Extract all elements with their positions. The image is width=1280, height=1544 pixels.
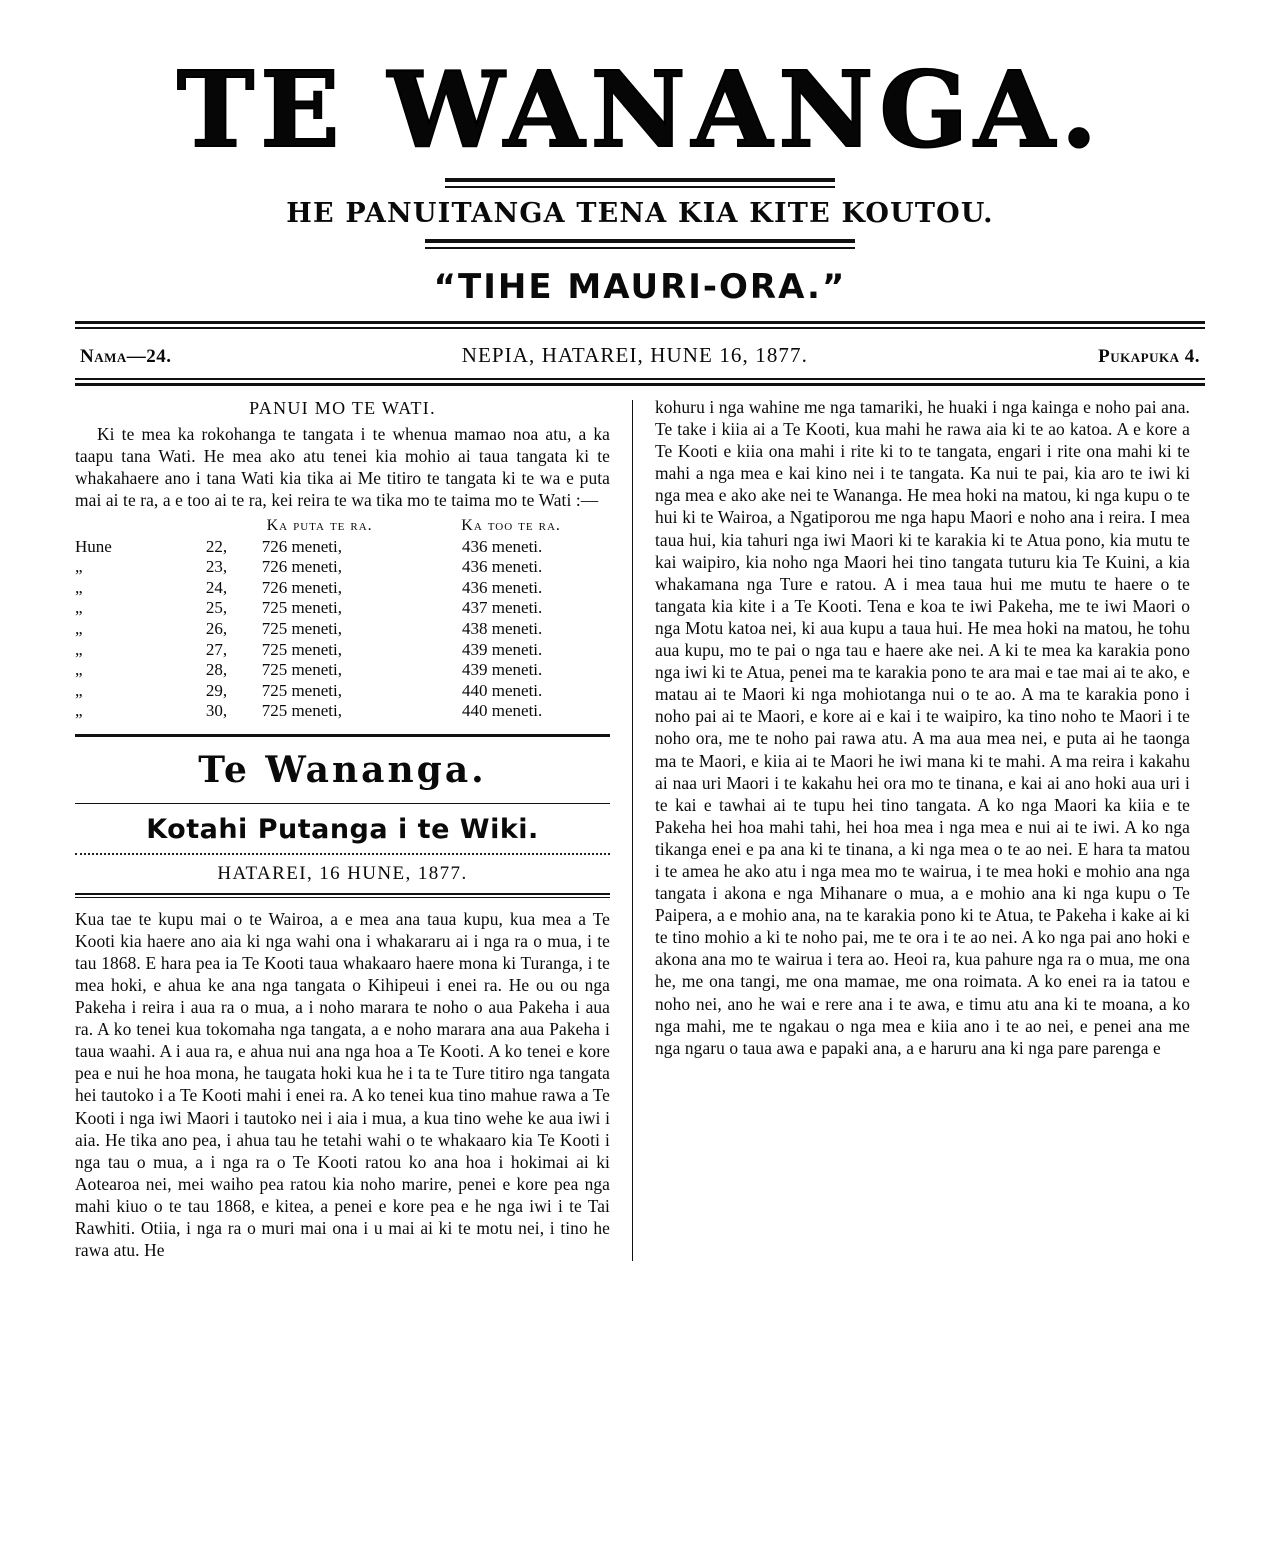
cell-month: Hune xyxy=(75,536,112,556)
cell-day: 26, xyxy=(205,619,228,639)
cell-set-hour: 4 xyxy=(462,660,471,680)
cell-rise-min: 25 meneti, xyxy=(270,701,342,721)
masthead xyxy=(0,0,1280,329)
issue-place-date: NEPIA, HATAREI, HUNE 16, 1877. xyxy=(461,343,808,367)
table-row xyxy=(75,660,610,681)
column-divider xyxy=(632,400,633,1261)
cell-rise-hour: 7 xyxy=(261,619,271,639)
cell-day: 23, xyxy=(205,557,228,577)
divider-rule-top xyxy=(445,178,835,188)
masthead-subtitle: HE PANUITANGA TENA KIA KITE KOUTOU. xyxy=(286,198,994,229)
table-row xyxy=(75,639,610,660)
cell-day: 28, xyxy=(205,660,228,680)
divider-under-nameplate xyxy=(75,803,610,804)
cell-rise-min: 26 meneti, xyxy=(270,557,342,577)
table-row xyxy=(75,619,610,640)
issue-volume: Pukapuka 4. xyxy=(1098,346,1200,367)
cell-rise-min: 25 meneti, xyxy=(270,619,342,639)
table-row xyxy=(75,578,610,599)
masthead-motto: “TIHE MAURI-ORA.” xyxy=(433,267,847,307)
cell-rise-hour: 7 xyxy=(261,660,271,680)
cell-month: „ xyxy=(75,577,83,597)
cell-month: „ xyxy=(75,639,83,659)
cell-day: 27, xyxy=(205,639,228,659)
watch-notice-heading: PANUI MO TE WATI. xyxy=(249,398,436,418)
table-header-row xyxy=(75,516,610,536)
leader-article-left: Kua tae te kupu mai o te Wairoa, a e mea ana taua kupu, kua mea a Te Kooti kia haere ano aia ki nga wahi ona i whakararu ai i nga ra o mua, i te tau 1868. E hara pea ia Te Kooti taua whakaaro haere mona ki Turanga, i te mea hoki, e ahua ke ana nga tangata o Kihipeui i enei ra. He ou ou nga Pakeha i reira i aua ra o mua, a i noho marara te noho o aua Pakeha i aua ra. A ko tenei kua tokomaha nga tangata, a e noho marara ana aua Pakeha i taua waahi. A i aua ra, e ahua nui ana nga hoa a Te Kooti. A ko tenei e kore pea e nui he hoa mona, he taugata hoki kua he i ta te Ture titiro nga tangata hei tautoko i a Te Kooti mahi i enei ra. A ko tenei kua tino mahue rawa a Te Kooti i nga iwi Maori i tautoko nei i aia i mua, a kua tino wehe ke aua iwi i aia. He tika ano pea, i ahua tau he tetahi wahi o te whakaaro kia Te Kooti i nga tau o mua, a i nga ra o Te Kooti ratou ko ana hoa i hokimai ai ki Aotearoa nei, mei waiho pea ratou kia noho marire, penei e kore pea nga mahi kiuo o te tau 1868, e kitea, a penei e kore pea e he nga iwi i te Tai Rawhiti. Otiia, i nga ra o muri mai ona i u mai ai ki te motu nei, i tino he rawa atu. He xyxy=(75,908,610,1261)
divider-rule-under-issue xyxy=(75,378,1205,386)
sunrise-sunset-table xyxy=(75,516,610,721)
cell-month: „ xyxy=(75,660,83,680)
cell-rise-hour: 7 xyxy=(261,701,271,721)
cell-day: 24, xyxy=(205,577,228,597)
cell-set-hour: 4 xyxy=(462,639,471,659)
cell-set-min: 37 meneti. xyxy=(470,598,543,618)
frequency-tagline: Kotahi Putanga i te Wiki. xyxy=(146,813,539,845)
cell-set-min: 40 meneti. xyxy=(470,680,543,700)
table-header-sunset: Ka too te ra. xyxy=(461,517,561,535)
cell-rise-min: 26 meneti, xyxy=(270,577,342,597)
cell-month: „ xyxy=(75,557,83,577)
cell-day: 30, xyxy=(205,701,228,721)
issue-line xyxy=(80,343,1200,368)
cell-rise-hour: 7 xyxy=(261,557,271,577)
cell-rise-hour: 7 xyxy=(261,639,271,659)
left-column xyxy=(75,396,626,1261)
paper-nameplate: Te Wananga. xyxy=(198,748,487,791)
cell-month: „ xyxy=(75,619,83,639)
cell-set-hour: 4 xyxy=(462,536,471,556)
table-row xyxy=(75,598,610,619)
cell-day: 25, xyxy=(205,598,228,618)
divider-rule-wide xyxy=(75,321,1205,329)
watch-notice-text: Ki te mea ka rokohanga te tangata i te whenua mamao noa atu, a ka taapu tana Wati. He mea ako atu tenei kia mohio ai taua tangata ki te whakahaere ano i tana Wati kia tika ai Me titiro te tangata ki te wa e puta mai ai te ra, a e too ai te ra, kei reira te wa tika mo te taima mo te Wati :— xyxy=(75,424,610,511)
cell-set-min: 36 meneti. xyxy=(470,536,543,556)
issue-number: Nama—24. xyxy=(80,346,172,367)
table-row xyxy=(75,701,610,722)
cell-month: „ xyxy=(75,598,83,618)
cell-set-min: 40 meneti. xyxy=(470,701,543,721)
table-row xyxy=(75,681,610,702)
cell-rise-hour: 7 xyxy=(261,577,271,597)
divider-before-article xyxy=(75,893,610,898)
table-header-blank xyxy=(75,516,166,536)
cell-day: 29, xyxy=(205,680,228,700)
article-columns xyxy=(75,396,1205,1261)
cell-month: „ xyxy=(75,701,83,721)
leader-article-right: kohuru i nga wahine me nga tamariki, he huaki i nga kainga e noho pai ana. Te take i kiia ai a Te Kooti, kua mahi he rawa aia ki te ao katoa. A e kore a Te Kooti e kiia ona mahi i rite ki to te tangata, engari i rite ona mahi ki te mahi a nga mea e kai kino nei i te tangata. Ka nui te pai, kia aro te iwi ki nga mea e ako ake nei te Wananga. He mea hoki na matou, ki nga kupu o te hui ki te Wairoa, a Ngatiporou me nga hapu Maori e noho ana i reira. I mea taua hui, kia tahuri nga iwi Maori ki te karakia ki te Atua pono, kia mutu te kai waipiro, kia noho nga Maori hei tino tangata tuturu kia Te Kuini, a kia whakamana nga Ture e ratou. A i mea taua hui me mutu te haere o te tangata kia kite i a Te Kooti. Tena e koa te iwi Pakeha, me te iwi Maori o nga Motu katoa nei, ki aua kupu a taua hui. He mea hoki na matou, he tohu aua kupu, mo te pai o nga tau e haere ake nei. A ki te mea ka karakia pono nga iwi ki te Atua, penei ma te karakia pono te ara mai e tae mai ai te ako, e matau ai te Maori ki nga mohiotanga nui o te ao. A ma te karakia pono i noho pai ai te Maori, e kore ai e kai i te waipiro, ka tino noho te Maori i te noho ora, me te noho pai rawa atu. A ma aua mea nei, e puta ai he taonga ma te Maori, e kiia ai te Maori he iwi mana ki te mahi. A ma reira i kakahu ai naa uri Maori i te kakahu hei ora mo te tinana, e kai ai ano hoki aua uri i te kai e tawhai ai te tupu hei tino tangata. A ko nga Maori ka kiia e te Pakeha hei hoa mahi tahi, hei hoa mea i nga mea e nui ai te iwi. A ko nga tikanga enei e pa ana ki te tinana, a ki nga mea o te ao nei. E hara ta matou i te amea he ako atu i nga mea mo te wairua, i te mea hoki e mohio ana nga tangata i akona e nga Mihanare o mua, a e mohio ana ki nga kupu o Te Paipera, a e mohio ana, na te karakia pono ki te Atua, te Pakeha i kake ai ki te tino mohio a ki te noho pai, me te ora i te ao nei. A ko nga pai ano hoki e akona ana mo te wairua i tera ao. Heoi ra, kua pahure nga ra o mua, me ona he, me ona tangi, me ona mamae, me ona roimata. A ko enei ra ia tatou e noho nei, ano he wai e rere ana i te awa, e timu atu ana ki te moana, a ko nga mahi, me te ngakau o nga mea e kiia ano i te ao nei, e penei ana me nga ngaru o taua awa e papaki ana, a e haruru ana ki nga pare parenga e xyxy=(655,397,1190,1058)
right-column xyxy=(639,396,1190,1261)
cell-rise-min: 25 meneti, xyxy=(270,680,342,700)
table-header-sunrise: Ka puta te ra. xyxy=(266,517,373,535)
cell-set-hour: 4 xyxy=(462,680,471,700)
cell-rise-min: 25 meneti, xyxy=(270,598,342,618)
cell-month: „ xyxy=(75,680,83,700)
cell-rise-hour: 7 xyxy=(261,680,271,700)
cell-set-hour: 4 xyxy=(462,619,471,639)
cell-set-hour: 4 xyxy=(462,577,471,597)
table-header-blank-day xyxy=(166,516,227,536)
cell-rise-min: 26 meneti, xyxy=(270,536,342,556)
issue-dateline: HATAREI, 16 HUNE, 1877. xyxy=(217,862,468,884)
cell-set-min: 39 meneti. xyxy=(470,660,543,680)
cell-set-min: 39 meneti. xyxy=(470,639,543,659)
cell-set-min: 36 meneti. xyxy=(470,557,543,577)
cell-set-hour: 4 xyxy=(462,557,471,577)
table-body xyxy=(75,536,610,721)
cell-rise-hour: 7 xyxy=(261,536,271,556)
cell-set-min: 36 meneti. xyxy=(470,577,543,597)
cell-day: 22, xyxy=(205,536,228,556)
divider-before-nameplate xyxy=(75,734,610,737)
divider-rule-second xyxy=(425,239,855,249)
cell-rise-hour: 7 xyxy=(261,598,271,618)
divider-dotted xyxy=(75,853,610,855)
cell-rise-min: 25 meneti, xyxy=(270,639,342,659)
cell-set-min: 38 meneti. xyxy=(470,619,543,639)
cell-rise-min: 25 meneti, xyxy=(270,660,342,680)
cell-set-hour: 4 xyxy=(462,598,471,618)
table-row xyxy=(75,536,610,557)
table-row xyxy=(75,557,610,578)
cell-set-hour: 4 xyxy=(462,701,471,721)
page-title: TE WANANGA. xyxy=(176,48,1104,171)
